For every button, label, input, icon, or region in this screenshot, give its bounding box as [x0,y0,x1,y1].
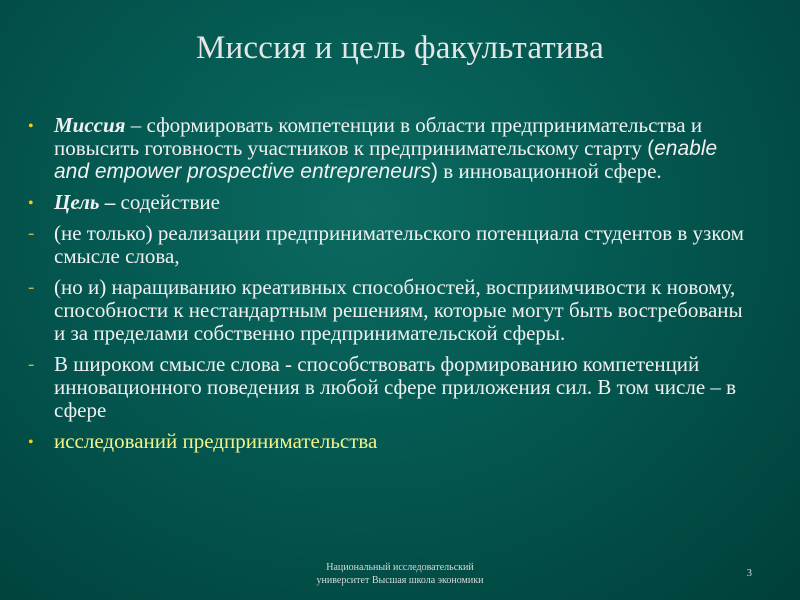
bullet-icon: • [28,434,34,451]
goal-text: содействие [115,190,220,214]
mission-english: enable and empower prospective entrepreneurs [54,137,718,183]
goal-dash: – [99,190,116,214]
list-item [28,276,748,345]
dash-icon: - [28,354,35,375]
list-item-text: В широком смысле слова - способствовать формированию компетенций инновационного поведения в любой сфере приложения сил. В том числе – в сфере [54,352,737,422]
mission-item [28,114,748,183]
mission-text-end: в инновационной сфере. [438,159,662,183]
list-item [28,222,748,268]
mission-text: – сформировать компетенции в области предпринимательства и повысить готовность участников к предпринимательскому старту [54,113,703,160]
slide-title: Миссия и цель факультатива [196,30,604,66]
goal-label: Цель [54,190,100,214]
page-number: 3 [746,567,752,579]
footer-line-1: Национальный исследовательский [326,562,474,573]
footer [250,561,550,587]
footer-line-2: университет Высшая школа экономики [316,575,484,586]
mission-label: Миссия [54,113,126,137]
list-item-text: (но и) наращиванию креативных способностей, восприимчивости к новому, способности к нестандартным решениям, которые могут быть востребованы и за пределами собственно предпринимательской сферы. [54,275,743,345]
goal-item [28,191,748,214]
dash-icon: - [28,277,35,298]
paren-close: ) [431,160,439,183]
list-item [28,353,748,422]
paren-open: ( [647,137,655,160]
last-item-text: исследований предпринимательства [54,429,378,453]
list-item-text: (не только) реализации предпринимательского потенциала студентов в узком смысле слова, [54,221,744,268]
dash-icon: - [28,223,35,244]
bullet-icon: • [28,118,34,135]
slide-content [28,114,748,461]
bullet-icon: • [28,195,34,212]
last-item [28,430,748,453]
